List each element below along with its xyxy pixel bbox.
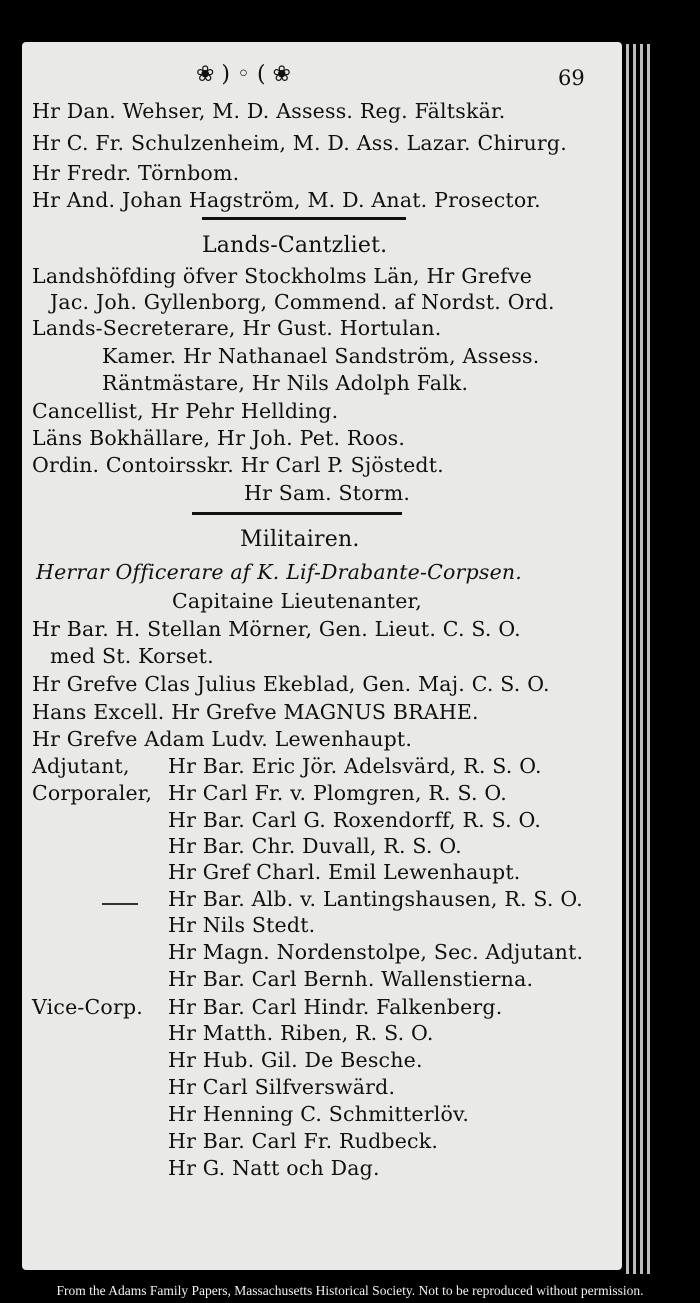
- page-number: 69: [558, 66, 585, 90]
- text-line: Hr Gref Charl. Emil Lewenhaupt.: [168, 860, 521, 884]
- text-line: Hr Carl Silfverswärd.: [168, 1075, 396, 1099]
- text-line: Hr Bar. Chr. Duvall, R. S. O.: [168, 834, 462, 858]
- page-edge: [633, 44, 636, 1274]
- text-line: Kamer. Hr Nathanael Sandström, Assess.: [102, 344, 540, 368]
- text-line: Hr Carl Fr. v. Plomgren, R. S. O.: [168, 781, 507, 805]
- section-divider: [202, 217, 406, 220]
- text-line: Hr Bar. Eric Jör. Adelsvärd, R. S. O.: [168, 754, 542, 778]
- text-line: Hr Bar. Carl Hindr. Falkenberg.: [168, 995, 503, 1019]
- text-line: Hr Grefve Adam Ludv. Lewenhaupt.: [32, 727, 413, 751]
- text-line: med St. Korset.: [50, 644, 214, 668]
- text-line: Hr Henning C. Schmitterlöv.: [168, 1102, 470, 1126]
- page-edge: [626, 44, 629, 1274]
- text-line: Hr Sam. Storm.: [244, 481, 411, 505]
- text-line: Hr And. Johan Hagström, M. D. Anat. Prosector.: [32, 188, 541, 212]
- copyright-footer: From the Adams Family Papers, Massachusetts Historical Society. Not to be reproduced without permission.: [56, 1283, 644, 1298]
- section-subheading: Herrar Officerare af K. Lif-Drabante-Corpsen.: [36, 560, 523, 584]
- text-line: Hr C. Fr. Schulzenheim, M. D. Ass. Lazar. Chirurg.: [32, 131, 567, 155]
- text-line: Lands-Secreterare, Hr Gust. Hortulan.: [32, 316, 442, 340]
- text-line: Ordin. Contoirsskr. Hr Carl P. Sjöstedt.: [32, 453, 444, 477]
- text-line: Hr Hub. Gil. De Besche.: [168, 1048, 423, 1072]
- text-line: Hr Fredr. Törnbom.: [32, 161, 240, 185]
- dash-mark: [102, 903, 138, 905]
- text-line: Hr Bar. Carl Bernh. Wallenstierna.: [168, 967, 534, 991]
- text-line: Hans Excell. Hr Grefve MAGNUS BRAHE.: [32, 700, 479, 724]
- page-edge: [640, 44, 643, 1274]
- text-line: Cancellist, Hr Pehr Hellding.: [32, 399, 339, 423]
- text-line: Läns Bokhällare, Hr Joh. Pet. Roos.: [32, 426, 406, 450]
- caption: Capitaine Lieutenanter,: [172, 589, 422, 613]
- text-line: Hr Bar. H. Stellan Mörner, Gen. Lieut. C. S. O.: [32, 617, 521, 641]
- role-label: Vice-Corp.: [32, 995, 144, 1019]
- role-label: Adjutant,: [32, 754, 130, 778]
- text-line: Hr Nils Stedt.: [168, 913, 316, 937]
- text-line: Hr Dan. Wehser, M. D. Assess. Reg. Fältskär.: [32, 99, 506, 123]
- text-line: Hr Matth. Riben, R. S. O.: [168, 1021, 434, 1045]
- text-line: Hr Bar. Alb. v. Lantingshausen, R. S. O.: [168, 887, 583, 911]
- text-line: Hr Magn. Nordenstolpe, Sec. Adjutant.: [168, 940, 584, 964]
- text-line: Landshöfding öfver Stockholms Län, Hr Grefve: [32, 264, 533, 288]
- text-line: Hr Bar. Carl Fr. Rudbeck.: [168, 1129, 439, 1153]
- page-edge: [647, 44, 650, 1274]
- text-line: Räntmästare, Hr Nils Adolph Falk.: [102, 371, 469, 395]
- section-divider: [192, 512, 402, 515]
- section-heading: Militairen.: [240, 527, 360, 552]
- text-line: Jac. Joh. Gyllenborg, Commend. af Nordst. Ord.: [50, 290, 555, 314]
- text-line: Hr Bar. Carl G. Roxendorff, R. S. O.: [168, 808, 542, 832]
- text-line: Hr G. Natt och Dag.: [168, 1156, 380, 1180]
- header-ornament: ❀ ) ◦ ( ❀: [196, 62, 291, 87]
- section-heading: Lands-Cantzliet.: [202, 233, 388, 258]
- role-label: Corporaler,: [32, 781, 153, 805]
- text-line: Hr Grefve Clas Julius Ekeblad, Gen. Maj. C. S. O.: [32, 672, 550, 696]
